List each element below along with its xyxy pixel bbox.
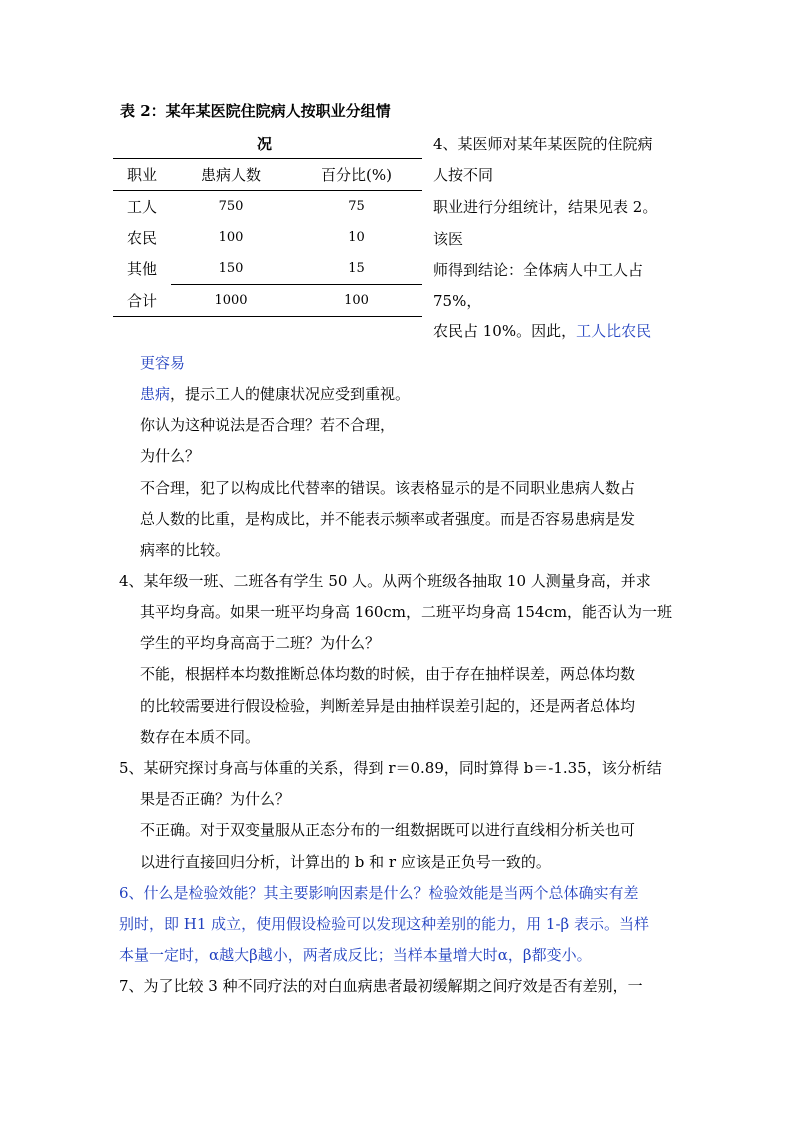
q3-answer-line: 总人数的比重，是构成比，并不能表示频率或者强度。而是否容易患病是发	[140, 510, 636, 528]
table-title: 表 2：某年某医院住院病人按职业分组情	[120, 102, 391, 120]
q3-line	[140, 383, 410, 404]
q3-highlight-text: 工人比农民	[576, 322, 652, 340]
q3-side-line	[433, 320, 651, 341]
q3-line: 为什么？	[140, 447, 201, 465]
table-cell: 100	[218, 230, 244, 245]
q3-line: 你认为这种说法是否合理？若不合理，	[140, 416, 396, 434]
table-header-row	[113, 159, 422, 191]
table-row	[113, 191, 422, 223]
header-cell: 百分比(%)	[291, 159, 422, 191]
table-total-row	[113, 285, 422, 317]
q4-line: 4、某年级一班、二班各有学生 50 人。从两个班级各抽取 10 人测量身高，并求	[119, 572, 651, 590]
q4-answer-line: 的比较需要进行假设检验，判断差异是由抽样误差引起的，还是两者总体均	[140, 697, 636, 715]
header-cell: 职业	[113, 159, 171, 191]
table-cell: 15	[348, 261, 365, 276]
table-row	[113, 253, 422, 285]
q6-line: 别时，即 H1 成立，使用假设检验可以发现这种差别的能力，用 1-β 表示。当样	[119, 915, 649, 933]
table-cell: 75	[348, 199, 365, 214]
q4-line: 其平均身高。如果一班平均身高 160cm，二班平均身高 154cm，能否认为一班	[140, 603, 673, 621]
table-title-continued: 况	[257, 135, 273, 153]
q3-answer-line: 不合理，犯了以构成比代替率的错误。该表格显示的是不同职业患病人数占	[140, 479, 636, 497]
q5-answer-line: 不正确。对于双变量服从正态分布的一组数据既可以进行直线相分析关也可	[140, 821, 636, 839]
q3-highlight-text: 患病	[140, 385, 171, 403]
table-cell: 1000	[171, 285, 291, 317]
q6-line: 本量一定时，α越大β越小，两者成反比；当样本量增大时α，β都变小。	[119, 946, 592, 964]
q3-side-line: 人按不同	[433, 166, 494, 184]
q4-line: 学生的平均身高高于二班？为什么？	[140, 634, 381, 652]
q3-side-line: 4、某医师对某年某医院的住院病	[433, 135, 653, 153]
q7-line: 7、为了比较 3 种不同疗法的对白血病患者最初缓解期之间疗效是否有差别，一	[119, 977, 643, 995]
q4-answer-line: 数存在本质不同。	[140, 728, 261, 746]
q3-side-line: 75%，	[433, 292, 482, 310]
q4-answer-line: 不能，根据样本均数推断总体均数的时候，由于存在抽样误差，两总体均数	[140, 665, 636, 683]
table-cell: 合计	[113, 285, 171, 317]
table-cell: 10	[348, 230, 365, 245]
q3-text: ，提示工人的健康状况应受到重视。	[170, 385, 411, 403]
q3-side-line: 职业进行分组统计，结果见表 2。	[433, 198, 658, 216]
header-cell: 患病人数	[171, 159, 291, 191]
table-cell: 150	[218, 261, 244, 276]
q5-line: 果是否正确？为什么？	[140, 790, 291, 808]
q3-side-text: 农民占 10%。因此，	[433, 322, 577, 340]
q3-answer-line: 病率的比较。	[140, 541, 231, 559]
table-row	[113, 222, 422, 253]
q6-line: 6、什么是检验效能？其主要影响因素是什么？检验效能是当两个总体确实有差	[119, 884, 639, 902]
q3-line: 更容易	[140, 354, 186, 372]
q5-answer-line: 以进行直接回归分析，计算出的 b 和 r 应该是正负号一致的。	[140, 853, 551, 871]
q3-side-line: 师得到结论：全体病人中工人占	[433, 261, 644, 279]
table-cell: 100	[291, 285, 422, 317]
table-cell: 农民	[126, 229, 157, 247]
q5-line: 5、某研究探讨身高与体重的关系，得到 r＝0.89，同时算得 b＝-1.35，该分析结	[119, 759, 662, 777]
table-cell: 750	[218, 199, 244, 214]
q3-side-line: 该医	[433, 230, 464, 248]
occupation-table	[113, 158, 422, 317]
table-cell: 工人	[126, 198, 157, 216]
table-cell: 其他	[126, 260, 157, 279]
